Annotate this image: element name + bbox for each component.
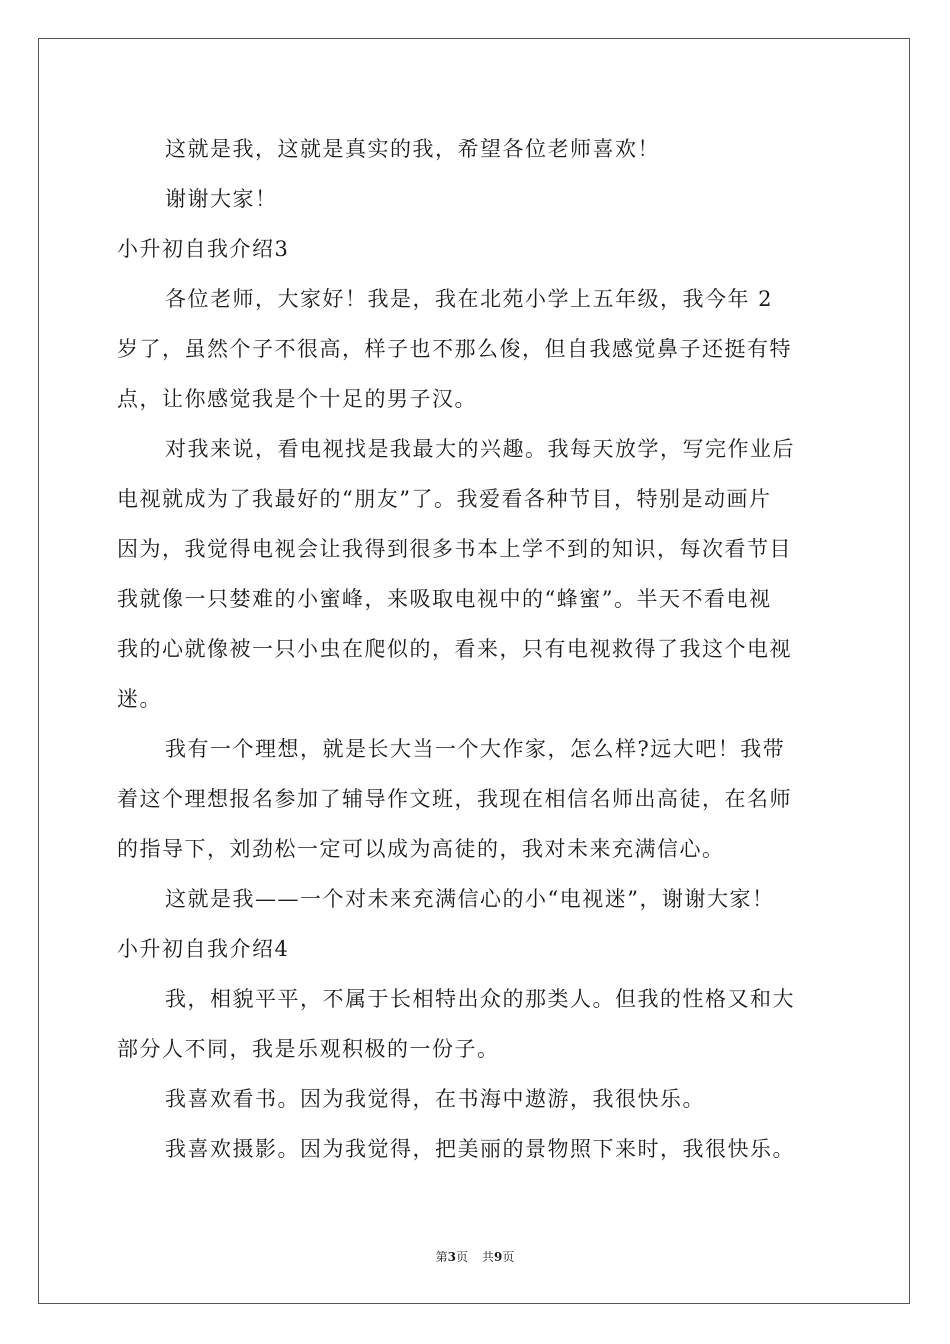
paragraph-line: 电视就成为了我最好的“朋友”了。我爱看各种节目，特别是动画片 (117, 487, 772, 511)
total-pages: 9 (494, 1250, 503, 1264)
paragraph-line: 着这个理想报名参加了辅导作文班，我现在相信名师出高徒，在名师 (117, 787, 792, 811)
paragraph-line: 各位老师，大家好！我是，我在北苑小学上五年级，我今年 2 (165, 287, 774, 311)
paragraph-line: 我有一个理想，就是长大当一个大作家，怎么样?远大吧！我带 (165, 737, 786, 761)
page-suffix: 页 (455, 1250, 468, 1264)
paragraph-line: 的指导下，刘劲松一定可以成为高徒的，我对未来充满信心。 (117, 837, 725, 861)
page-total (482, 1250, 514, 1264)
section-heading: 小升初自我介绍3 (117, 237, 290, 261)
page-prefix: 第 (435, 1250, 448, 1264)
page-footer (0, 1249, 950, 1265)
paragraph-line: 迷。 (117, 687, 162, 711)
paragraph-line: 我喜欢摄影。因为我觉得，把美丽的景物照下来时，我很快乐。 (165, 1137, 795, 1161)
paragraph-line: 这就是我——一个对未来充满信心的小“电视迷”，谢谢大家！ (165, 887, 775, 911)
paragraph-line: 岁了，虽然个子不很高，样子也不那么俊，但自我感觉鼻子还挺有特 (117, 337, 792, 361)
paragraph-line: 我就像一只婪难的小蜜峰，来吸取电视中的“蜂蜜”。半天不看电视 (117, 587, 772, 611)
paragraph-line: 部分人不同，我是乐观积极的一份子。 (117, 1037, 500, 1061)
paragraph-line: 我，相貌平平，不属于长相特出众的那类人。但我的性格又和大 (165, 987, 795, 1011)
total-suffix: 页 (502, 1250, 515, 1264)
total-prefix: 共 (482, 1250, 495, 1264)
section-heading: 小升初自我介绍4 (117, 937, 290, 961)
current-page: 3 (447, 1250, 456, 1264)
paragraph-line: 这就是我，这就是真实的我，希望各位老师喜欢！ (165, 137, 660, 161)
page-number (436, 1250, 468, 1264)
paragraph-line: 谢谢大家！ (165, 187, 278, 211)
paragraph-line: 点，让你感觉我是个十足的男子汉。 (117, 387, 477, 411)
paragraph-line: 因为，我觉得电视会让我得到很多书本上学不到的知识，每次看节目 (117, 537, 792, 561)
paragraph-line: 对我来说，看电视找是我最大的兴趣。我每天放学，写完作业后 (165, 437, 795, 461)
page-border (38, 38, 910, 1304)
paragraph-line: 我的心就像被一只小虫在爬似的，看来，只有电视救得了我这个电视 (117, 637, 792, 661)
paragraph-line: 我喜欢看书。因为我觉得，在书海中遨游，我很快乐。 (165, 1087, 705, 1111)
